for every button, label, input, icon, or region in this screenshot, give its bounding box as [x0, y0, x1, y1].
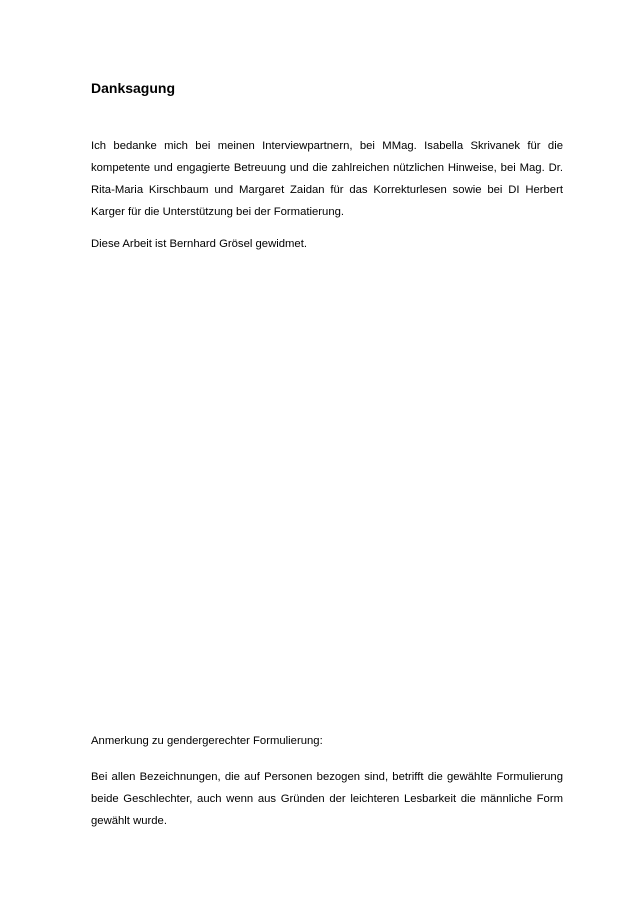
page-heading: Danksagung [91, 80, 176, 96]
gender-note-title: Anmerkung zu gendergerechter Formulierung: [91, 735, 323, 747]
acknowledgement-paragraph: Ich bedanke mich bei meinen Interviewpartnern, bei MMag. Isabella Skrivanek für die kompetente und engagierte Betreuung und die zahlreichen nützlichen Hinweise, bei Mag. Dr. Rita-Maria Kirschbaum und Margaret Zaidan für das Korrekturlesen sowie bei DI Herbert Karger für die Unterstützung bei der Formatierung. [91, 140, 563, 218]
dedication-paragraph: Diese Arbeit ist Bernhard Grösel gewidmet. [91, 238, 307, 250]
gender-note-body: Bei allen Bezeichnungen, die auf Personen bezogen sind, betrifft die gewählte Formulierung beide Geschlechter, auch wenn aus Gründen der leichteren Lesbarkeit die männliche Form gewählt wurde. [91, 771, 563, 827]
